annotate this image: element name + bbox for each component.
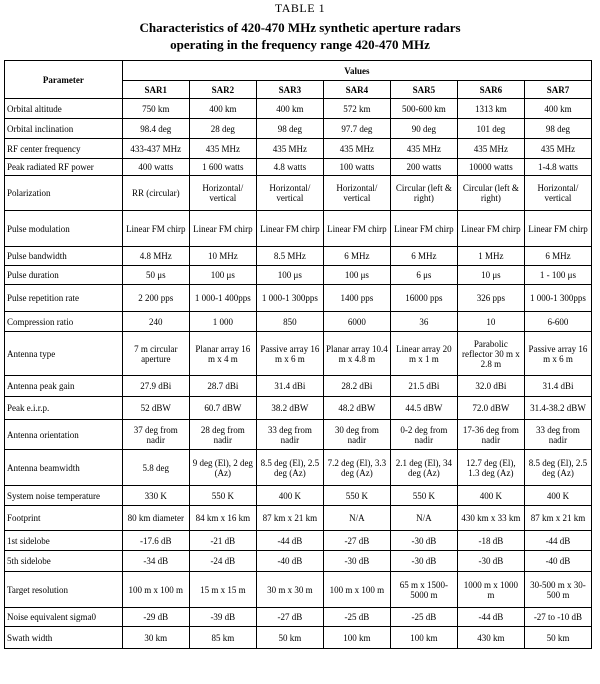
value-cell-sar4: -27 dB xyxy=(323,531,390,551)
value-cell-sar6: Parabolic reflector 30 m x 2.8 m xyxy=(457,332,524,376)
value-cell-sar2: 60.7 dBW xyxy=(189,397,256,420)
value-cell-sar2: Planar array 16 m x 4 m xyxy=(189,332,256,376)
value-cell-sar1: -34 dB xyxy=(122,551,189,572)
parameter-cell: Polarization xyxy=(5,176,123,211)
value-cell-sar2: 15 m x 15 m xyxy=(189,572,256,608)
value-cell-sar5: -30 dB xyxy=(390,551,457,572)
value-cell-sar1: -17.6 dB xyxy=(122,531,189,551)
value-cell-sar6: 1313 km xyxy=(457,99,524,119)
value-cell-sar7: 435 MHz xyxy=(524,139,591,159)
value-cell-sar3: -40 dB xyxy=(256,551,323,572)
value-cell-sar7: 1-4.8 watts xyxy=(524,159,591,176)
value-cell-sar4: N/A xyxy=(323,506,390,531)
parameter-cell: Compression ratio xyxy=(5,312,123,332)
value-cell-sar5: 90 deg xyxy=(390,119,457,139)
value-cell-sar6: 101 deg xyxy=(457,119,524,139)
table-row xyxy=(5,376,592,397)
value-cell-sar1: 80 km diameter xyxy=(122,506,189,531)
value-cell-sar1: 240 xyxy=(122,312,189,332)
parameter-cell: Antenna peak gain xyxy=(5,376,123,397)
parameter-cell: RF center frequency xyxy=(5,139,123,159)
value-cell-sar7: 98 deg xyxy=(524,119,591,139)
value-cell-sar1: -29 dB xyxy=(122,608,189,627)
value-cell-sar6: 430 km x 33 km xyxy=(457,506,524,531)
parameter-cell: Orbital inclination xyxy=(5,119,123,139)
value-cell-sar4: 7.2 deg (El), 3.3 deg (Az) xyxy=(323,450,390,486)
table-number: TABLE 1 xyxy=(274,1,326,15)
table-row xyxy=(5,608,592,627)
value-cell-sar4: 100 watts xyxy=(323,159,390,176)
value-cell-sar7: 50 km xyxy=(524,627,591,649)
sar-characteristics-table xyxy=(4,60,592,649)
table-row xyxy=(5,99,592,119)
table-row xyxy=(5,159,592,176)
parameter-cell: Pulse repetition rate xyxy=(5,285,123,312)
value-cell-sar3: 30 m x 30 m xyxy=(256,572,323,608)
value-cell-sar2: 9 deg (El), 2 deg (Az) xyxy=(189,450,256,486)
value-cell-sar7: 8.5 deg (El), 2.5 deg (Az) xyxy=(524,450,591,486)
value-cell-sar6: -44 dB xyxy=(457,608,524,627)
value-cell-sar4: 550 K xyxy=(323,486,390,506)
parameter-cell: Swath width xyxy=(5,627,123,649)
parameter-cell: Antenna type xyxy=(5,332,123,376)
table-row xyxy=(5,119,592,139)
value-cell-sar4: 6000 xyxy=(323,312,390,332)
header-row-1 xyxy=(5,61,592,81)
value-cell-sar5: 200 watts xyxy=(390,159,457,176)
table-row xyxy=(5,211,592,247)
value-cell-sar5: 6 MHz xyxy=(390,247,457,266)
table-body xyxy=(5,99,592,649)
parameter-cell: 1st sidelobe xyxy=(5,531,123,551)
value-cell-sar5: 550 K xyxy=(390,486,457,506)
value-cell-sar3: -27 dB xyxy=(256,608,323,627)
column-header-sar6: SAR6 xyxy=(457,81,524,99)
value-cell-sar3: 100 μs xyxy=(256,266,323,285)
value-cell-sar4: 6 MHz xyxy=(323,247,390,266)
value-cell-sar5: 100 km xyxy=(390,627,457,649)
value-cell-sar4: -25 dB xyxy=(323,608,390,627)
value-cell-sar6: 72.0 dBW xyxy=(457,397,524,420)
value-cell-sar2: 1 000-1 400pps xyxy=(189,285,256,312)
value-cell-sar3: 38.2 dBW xyxy=(256,397,323,420)
parameter-cell: Antenna orientation xyxy=(5,420,123,450)
value-cell-sar6: 32.0 dBi xyxy=(457,376,524,397)
column-header-sar4: SAR4 xyxy=(323,81,390,99)
value-cell-sar4: 48.2 dBW xyxy=(323,397,390,420)
value-cell-sar6: 10000 watts xyxy=(457,159,524,176)
value-cell-sar7: 400 K xyxy=(524,486,591,506)
value-cell-sar7: 1 000-1 300pps xyxy=(524,285,591,312)
table-row xyxy=(5,572,592,608)
parameter-cell: Footprint xyxy=(5,506,123,531)
value-cell-sar4: 1400 pps xyxy=(323,285,390,312)
value-cell-sar7: Linear FM chirp xyxy=(524,211,591,247)
table-row xyxy=(5,312,592,332)
value-cell-sar2: Horizontal/ vertical xyxy=(189,176,256,211)
value-cell-sar3: 33 deg from nadir xyxy=(256,420,323,450)
value-cell-sar7: 31.4-38.2 dBW xyxy=(524,397,591,420)
value-cell-sar2: -21 dB xyxy=(189,531,256,551)
value-cell-sar6: 17-36 deg from nadir xyxy=(457,420,524,450)
value-cell-sar4: 100 km xyxy=(323,627,390,649)
table-row xyxy=(5,139,592,159)
table-row xyxy=(5,531,592,551)
value-cell-sar6: 1 MHz xyxy=(457,247,524,266)
parameter-cell: Pulse modulation xyxy=(5,211,123,247)
value-cell-sar6: -18 dB xyxy=(457,531,524,551)
value-cell-sar1: 5.8 deg xyxy=(122,450,189,486)
value-cell-sar5: -30 dB xyxy=(390,531,457,551)
value-cell-sar1: Linear FM chirp xyxy=(122,211,189,247)
value-cell-sar2: 84 km x 16 km xyxy=(189,506,256,531)
value-cell-sar3: 50 km xyxy=(256,627,323,649)
value-cell-sar6: Linear FM chirp xyxy=(457,211,524,247)
value-cell-sar1: 433-437 MHz xyxy=(122,139,189,159)
table-row xyxy=(5,486,592,506)
table-row xyxy=(5,551,592,572)
table-row xyxy=(5,627,592,649)
table-row xyxy=(5,450,592,486)
value-cell-sar1: 2 200 pps xyxy=(122,285,189,312)
value-cell-sar6: -30 dB xyxy=(457,551,524,572)
value-cell-sar4: 28.2 dBi xyxy=(323,376,390,397)
value-cell-sar4: 100 m x 100 m xyxy=(323,572,390,608)
value-cell-sar5: 0-2 deg from nadir xyxy=(390,420,457,450)
table-title-line-2: operating in the frequency range 420-470 MHz xyxy=(170,37,430,52)
value-cell-sar3: 87 km x 21 km xyxy=(256,506,323,531)
table-row xyxy=(5,285,592,312)
value-cell-sar5: 16000 pps xyxy=(390,285,457,312)
value-cell-sar1: 330 K xyxy=(122,486,189,506)
value-cell-sar4: -30 dB xyxy=(323,551,390,572)
value-cell-sar2: 28 deg xyxy=(189,119,256,139)
value-cell-sar3: 435 MHz xyxy=(256,139,323,159)
value-cell-sar6: Circular (left & right) xyxy=(457,176,524,211)
value-cell-sar3: 850 xyxy=(256,312,323,332)
value-cell-sar3: 4.8 watts xyxy=(256,159,323,176)
value-cell-sar7: 30-500 m x 30-500 m xyxy=(524,572,591,608)
value-cell-sar2: 550 K xyxy=(189,486,256,506)
value-cell-sar6: 430 km xyxy=(457,627,524,649)
table-row xyxy=(5,176,592,211)
value-cell-sar4: Linear FM chirp xyxy=(323,211,390,247)
value-cell-sar2: -39 dB xyxy=(189,608,256,627)
value-cell-sar6: 1000 m x 1000 m xyxy=(457,572,524,608)
value-cell-sar4: 572 km xyxy=(323,99,390,119)
value-cell-sar6: 326 pps xyxy=(457,285,524,312)
parameter-cell: System noise temperature xyxy=(5,486,123,506)
parameter-cell: Target resolution xyxy=(5,572,123,608)
value-cell-sar5: 435 MHz xyxy=(390,139,457,159)
parameter-cell: Peak radiated RF power xyxy=(5,159,123,176)
value-cell-sar1: 50 μs xyxy=(122,266,189,285)
value-cell-sar5: 21.5 dBi xyxy=(390,376,457,397)
value-cell-sar7: -27 to -10 dB xyxy=(524,608,591,627)
value-cell-sar2: Linear FM chirp xyxy=(189,211,256,247)
value-cell-sar3: 1 000-1 300pps xyxy=(256,285,323,312)
table-row xyxy=(5,420,592,450)
value-cell-sar7: 31.4 dBi xyxy=(524,376,591,397)
value-cell-sar5: 6 μs xyxy=(390,266,457,285)
value-cell-sar1: 52 dBW xyxy=(122,397,189,420)
value-cell-sar7: 87 km x 21 km xyxy=(524,506,591,531)
value-cell-sar6: 10 μs xyxy=(457,266,524,285)
value-cell-sar4: Horizontal/ vertical xyxy=(323,176,390,211)
table-row xyxy=(5,397,592,420)
value-cell-sar3: 400 km xyxy=(256,99,323,119)
column-header-sar7: SAR7 xyxy=(524,81,591,99)
value-cell-sar5: 65 m x 1500-5000 m xyxy=(390,572,457,608)
parameter-cell: Peak e.i.r.p. xyxy=(5,397,123,420)
value-cell-sar3: Horizontal/ vertical xyxy=(256,176,323,211)
column-header-sar1: SAR1 xyxy=(122,81,189,99)
value-cell-sar4: 435 MHz xyxy=(323,139,390,159)
value-cell-sar7: 6 MHz xyxy=(524,247,591,266)
value-cell-sar2: 10 MHz xyxy=(189,247,256,266)
value-cell-sar2: 400 km xyxy=(189,99,256,119)
value-cell-sar3: 8.5 MHz xyxy=(256,247,323,266)
value-cell-sar2: -24 dB xyxy=(189,551,256,572)
value-cell-sar6: 10 xyxy=(457,312,524,332)
column-header-sar3: SAR3 xyxy=(256,81,323,99)
value-cell-sar5: -25 dB xyxy=(390,608,457,627)
value-cell-sar2: 435 MHz xyxy=(189,139,256,159)
value-cell-sar5: Circular (left & right) xyxy=(390,176,457,211)
value-cell-sar7: -40 dB xyxy=(524,551,591,572)
parameter-cell: Orbital altitude xyxy=(5,99,123,119)
value-cell-sar5: Linear array 20 m x 1 m xyxy=(390,332,457,376)
value-cell-sar2: 28.7 dBi xyxy=(189,376,256,397)
table-row xyxy=(5,247,592,266)
column-header-sar2: SAR2 xyxy=(189,81,256,99)
value-cell-sar6: 12.7 deg (El), 1.3 deg (Az) xyxy=(457,450,524,486)
table-row xyxy=(5,266,592,285)
value-cell-sar1: 750 km xyxy=(122,99,189,119)
value-cell-sar7: 33 deg from nadir xyxy=(524,420,591,450)
value-cell-sar1: 4.8 MHz xyxy=(122,247,189,266)
value-cell-sar2: 100 μs xyxy=(189,266,256,285)
value-cell-sar6: 400 K xyxy=(457,486,524,506)
table-row xyxy=(5,506,592,531)
parameter-cell: Antenna beamwidth xyxy=(5,450,123,486)
value-cell-sar1: 98.4 deg xyxy=(122,119,189,139)
value-cell-sar4: 30 deg from nadir xyxy=(323,420,390,450)
value-cell-sar2: 28 deg from nadir xyxy=(189,420,256,450)
value-cell-sar7: Passive array 16 m x 6 m xyxy=(524,332,591,376)
value-cell-sar1: 7 m circular aperture xyxy=(122,332,189,376)
value-cell-sar1: RR (circular) xyxy=(122,176,189,211)
parameter-cell: Pulse duration xyxy=(5,266,123,285)
value-cell-sar3: -44 dB xyxy=(256,531,323,551)
value-cell-sar5: 36 xyxy=(390,312,457,332)
parameter-header: Parameter xyxy=(5,61,123,99)
value-cell-sar5: Linear FM chirp xyxy=(390,211,457,247)
value-cell-sar3: Passive array 16 m x 6 m xyxy=(256,332,323,376)
value-cell-sar1: 400 watts xyxy=(122,159,189,176)
value-cell-sar3: 8.5 deg (El), 2.5 deg (Az) xyxy=(256,450,323,486)
value-cell-sar4: Planar array 10.4 m x 4.8 m xyxy=(323,332,390,376)
value-cell-sar5: 2.1 deg (El), 34 deg (Az) xyxy=(390,450,457,486)
parameter-cell: Pulse bandwidth xyxy=(5,247,123,266)
value-cell-sar2: 85 km xyxy=(189,627,256,649)
value-cell-sar7: 1 - 100 μs xyxy=(524,266,591,285)
value-cell-sar7: -44 dB xyxy=(524,531,591,551)
value-cell-sar2: 1 000 xyxy=(189,312,256,332)
value-cell-sar4: 97.7 deg xyxy=(323,119,390,139)
value-cell-sar1: 100 m x 100 m xyxy=(122,572,189,608)
value-cell-sar2: 1 600 watts xyxy=(189,159,256,176)
value-cell-sar1: 27.9 dBi xyxy=(122,376,189,397)
value-cell-sar1: 30 km xyxy=(122,627,189,649)
values-header: Values xyxy=(122,61,591,81)
parameter-cell: Noise equivalent sigma0 xyxy=(5,608,123,627)
value-cell-sar3: 98 deg xyxy=(256,119,323,139)
value-cell-sar7: 6-600 xyxy=(524,312,591,332)
value-cell-sar3: Linear FM chirp xyxy=(256,211,323,247)
value-cell-sar6: 435 MHz xyxy=(457,139,524,159)
value-cell-sar7: Horizontal/ vertical xyxy=(524,176,591,211)
value-cell-sar4: 100 μs xyxy=(323,266,390,285)
table-title-line-1: Characteristics of 420-470 MHz synthetic aperture radars xyxy=(139,20,461,35)
value-cell-sar3: 31.4 dBi xyxy=(256,376,323,397)
value-cell-sar5: 44.5 dBW xyxy=(390,397,457,420)
value-cell-sar3: 400 K xyxy=(256,486,323,506)
table-row xyxy=(5,332,592,376)
value-cell-sar5: 500-600 km xyxy=(390,99,457,119)
parameter-cell: 5th sidelobe xyxy=(5,551,123,572)
value-cell-sar7: 400 km xyxy=(524,99,591,119)
value-cell-sar1: 37 deg from nadir xyxy=(122,420,189,450)
column-header-sar5: SAR5 xyxy=(390,81,457,99)
value-cell-sar5: N/A xyxy=(390,506,457,531)
